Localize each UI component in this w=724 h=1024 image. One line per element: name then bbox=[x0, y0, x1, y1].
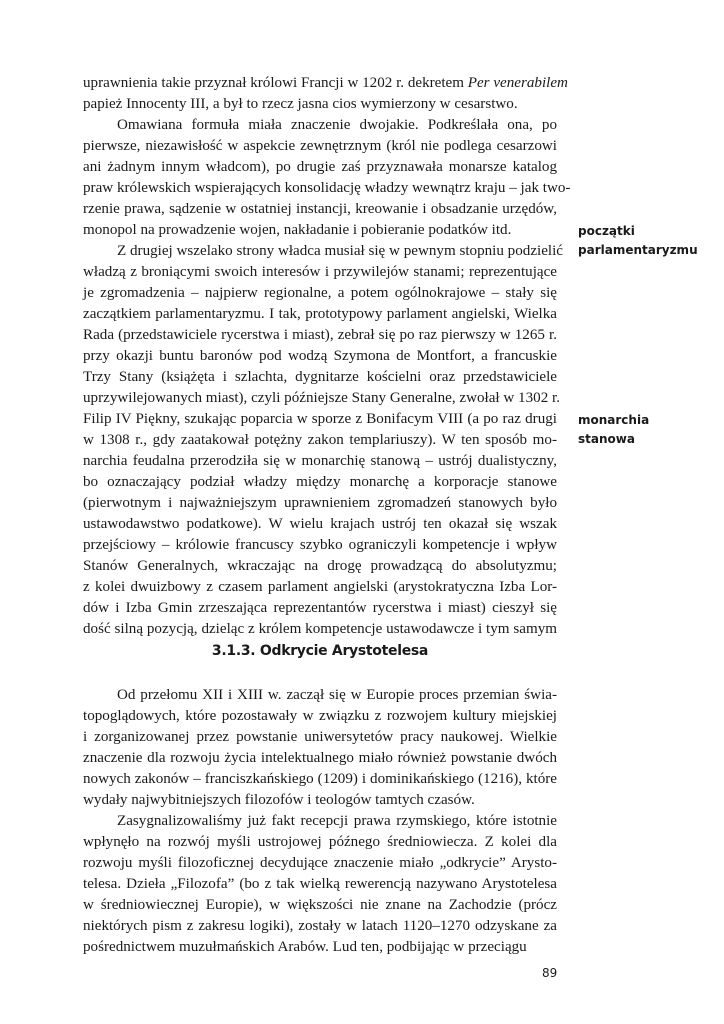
text-line: ani żadnym innym władcom), po drugie zaś przyznawała monarsze katalog bbox=[83, 159, 557, 175]
margin-note-parliamentarism bbox=[578, 222, 698, 260]
text-line: Rada (przedstawiciele rycerstwa i miast), zebrał się po raz pierwszy w 1265 r. bbox=[83, 327, 557, 343]
text-line: dość silną pozycją, dzieląc z królem kompetencje ustawodawcze i tym samym bbox=[83, 621, 557, 637]
text-line: narchia feudalna przerodziła się w monarchię stanową – ustrój dualistyczny, bbox=[83, 453, 557, 469]
margin-note-estate-monarchy bbox=[578, 411, 649, 449]
text-line: uprzywilejowanych miast), czyli późniejsze Stany Generalne, zwołał w 1302 r. bbox=[83, 390, 560, 406]
text-line: praw królewskich wspierających konsolidację władzy wewnątrz kraju – jak two- bbox=[83, 180, 571, 196]
margin-note-line: początki bbox=[578, 224, 635, 238]
text-line: i zorganizowanej przez powstanie uniwersytetów pracy naukowej. Wielkie bbox=[83, 729, 557, 745]
text-line: rzenie prawa, sądzenie w ostatniej instancji, kreowanie i obsadzanie urzędów, bbox=[83, 201, 557, 217]
text-line: monopol na prowadzenie wojen, nakładanie i pobieranie podatków itd. bbox=[83, 222, 512, 238]
text-line: dów i Izba Gmin zrzeszająca reprezentantów rycerstwa i miast) cieszył się bbox=[83, 600, 557, 616]
text-line: Od przełomu XII i XIII w. zaczął się w Europie proces przemian świa- bbox=[117, 687, 557, 703]
text-line: nowych zakonów – franciszkańskiego (1209) i dominikańskiego (1216), które bbox=[83, 771, 557, 787]
text-line: ustawodawstwo podatkowe). W wielu krajach ustrój ten okazał się wszak bbox=[83, 516, 557, 532]
text-line: papież Innocenty III, a był to rzecz jasna cios wymierzony w cesarstwo. bbox=[83, 96, 518, 112]
text-line: wydały najwybitniejszych filozofów i teologów tamtych czasów. bbox=[83, 792, 475, 808]
text-line: zaczątkiem parlamentaryzmu. I tak, prototypowy parlament angielski, Wielka bbox=[83, 306, 557, 322]
text-line: przejściowy – królowie francuscy szybko ograniczyli kompetencje i wpływ bbox=[83, 537, 557, 553]
text-line: władzą z broniącymi swoich interesów i przywilejów stanami; reprezentujące bbox=[83, 264, 557, 280]
text-line: je zgromadzenia – najpierw regionalne, a potem ogólnokrajowe – stały się bbox=[83, 285, 557, 301]
text-line: niektórych pism z zakresu logiki), zostały w latach 1120–1270 odzyskane za bbox=[83, 918, 557, 934]
decree-title: Per venerabilem bbox=[467, 75, 568, 91]
text-line: Z drugiej wszelako strony władca musiał się w pewnym stopniu podzielić bbox=[117, 243, 564, 259]
text-line: Zasygnalizowaliśmy już fakt recepcji prawa rzymskiego, które istotnie bbox=[117, 813, 557, 829]
section-heading: 3.1.3. Odkrycie Arystotelesa bbox=[211, 643, 429, 659]
text-line: przy okazji buntu baronów pod wodzą Szymona de Montfort, a francuskie bbox=[83, 348, 557, 364]
text-line: wpłynęło na rozwój myśli ustrojowej późnego średniowiecza. Z kolei dla bbox=[83, 834, 557, 850]
text-line: Trzy Stany (książęta i szlachta, dygnitarze kościelni oraz przedstawiciele bbox=[83, 369, 557, 385]
text-line: uprawnienia takie przyznał królowi Francji w 1202 r. dekretem Per venerabilem bbox=[83, 75, 568, 91]
text-line: telesa. Dzieła „Filozofa” (bo z tak wielką rewerencją nazywano Arystotelesa bbox=[83, 876, 557, 892]
margin-note-line: stanowa bbox=[578, 432, 635, 446]
page-number: 89 bbox=[542, 966, 558, 980]
margin-note-line: parlamentaryzmu bbox=[578, 243, 698, 257]
text-line: Stanów Generalnych, wkraczając na drogę prowadzącą do absolutyzmu; bbox=[83, 558, 557, 574]
text-line: w średniowiecznej Europie), w większości nie znane na Zachodzie (prócz bbox=[83, 897, 557, 913]
text-line: (pierwotnym i najważniejszym uprawnieniem zgromadzeń stanowych było bbox=[83, 495, 557, 511]
text-line: znaczenie dla rozwoju życia intelektualnego miało również powstanie dwóch bbox=[83, 750, 557, 766]
text-line: bo oznaczający podział władzy między monarchę a korporacje stanowe bbox=[83, 474, 557, 490]
text-line: z kolei dwuizbowy z czasem parlament angielski (arystokratyczna Izba Lor- bbox=[83, 579, 557, 595]
text-line: pośrednictwem muzułmańskich Arabów. Lud ten, podbijając w przeciągu bbox=[83, 939, 527, 955]
margin-note-line: monarchia bbox=[578, 413, 650, 427]
text-line: pierwsze, niezawisłość w aspekcie zewnętrznym (król nie podlega cesarzowi bbox=[83, 138, 557, 154]
text-line: w 1308 r., gdy zaatakował potężny zakon templariuszy). W ten sposób mo- bbox=[83, 432, 557, 448]
text-line: topoglądowych, które pozostawały w związku z rozwojem kultury miejskiej bbox=[83, 708, 557, 724]
text-line: Filip IV Piękny, szukając poparcia w sporze z Bonifacym VIII (a po raz drugi bbox=[83, 411, 557, 427]
text-line: rozwoju myśli filozoficznej decydujące znaczenie miało „odkrycie” Arysto- bbox=[83, 855, 557, 871]
text-line: Omawiana formuła miała znaczenie dwojakie. Podkreślała ona, po bbox=[117, 117, 557, 133]
